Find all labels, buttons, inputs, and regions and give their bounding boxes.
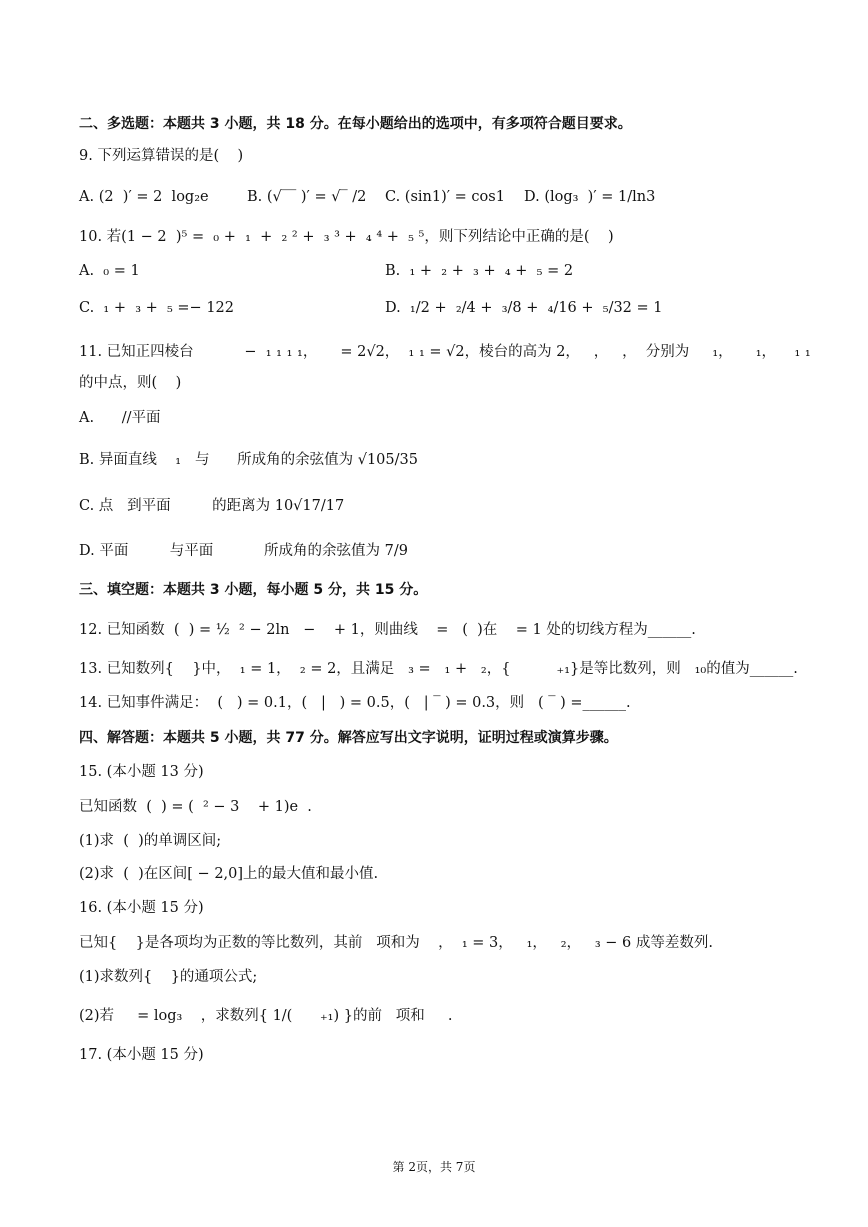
q16-title: 16. (本小题 15 分) [79,900,204,916]
section-multiple-choice-heading: 二、多选题：本题共 3 小题，共 18 分。在每小题给出的选项中，有多项符合题目要求。 [79,116,632,132]
q15-line1: 已知函数 ( ) = ( ² − 3 + 1)e . [79,799,312,815]
q15-line3: (2)求 ( )在区间[ − 2,0]上的最大值和最小值. [79,866,379,882]
q15-title: 15. (本小题 13 分) [79,764,204,780]
q9-option-a: A. (2 )′ = 2 log₂e [79,189,209,205]
q9-option-d: D. (log₃ )′ = 1/ln3 [524,189,656,205]
q15-line2: (1)求 ( )的单调区间; [79,833,222,849]
q10-option-a: A. ₀ = 1 [79,263,140,279]
q9-option-c: C. (sin1)′ = cos1 [385,189,505,205]
q12: 12. 已知函数 ( ) = ½ ² − 2ln − + 1，则曲线 = ( )在 = 1 处的切线方程为______. [79,622,696,638]
q17-title: 17. (本小题 15 分) [79,1047,204,1063]
q14: 14. 已知事件满足： ( ) = 0.1，( | ) = 0.5，( | ‾ ) = 0.3，则 ( ‾ ) =______. [79,695,631,711]
q11-option-a: A. //平面 [79,410,161,426]
q11-stem-line1: 11. 已知正四棱台 − ₁ ₁ ₁ ₁， = 2√2， ₁ ₁ = √2，棱台的高为 2， ， ， 分别为 ₁， ₁， ₁ ₁ [79,344,811,360]
q16-line1: 已知{ }是各项均为正数的等比数列，其前 项和为 ， ₁ = 3， ₁， ₂， ₃ − 6 成等差数列. [79,935,714,951]
page-footer: 第 2页，共 7页 [392,1160,476,1174]
q11-stem-line2: 的中点，则( ) [79,375,182,391]
q16-line2: (1)求数列{ }的通项公式; [79,969,258,985]
q10-option-b: B. ₁ + ₂ + ₃ + ₄ + ₅ = 2 [385,263,574,279]
q16-line3: (2)若 = log₃ ，求数列{ 1/( ₊₁) }的前 项和 . [79,1008,453,1024]
q10-stem: 10. 若(1 − 2 )⁵ = ₀ + ₁ + ₂ ² + ₃ ³ + ₄ ⁴ + ₅ ⁵，则下列结论中正确的是( ) [79,229,614,245]
q11-option-c: C. 点 到平面 的距离为 10√17/17 [79,498,345,514]
section-answer-heading: 四、解答题：本题共 5 小题，共 77 分。解答应写出文字说明，证明过程或演算步骤。 [79,730,618,746]
q13: 13. 已知数列{ }中， ₁ = 1， ₂ = 2，且满足 ₃ = ₁ + ₂，{ ₊₁}是等比数列，则 ₁₀的值为______. [79,661,798,677]
q10-option-c: C. ₁ + ₃ + ₅ =− 122 [79,300,234,316]
q10-option-d: D. ₁/2 + ₂/4 + ₃/8 + ₄/16 + ₅/32 = 1 [385,300,663,316]
q11-option-b: B. 异面直线 ₁ 与 所成角的余弦值为 √105/35 [79,452,418,468]
q9-option-b: B. (√‾‾ )′ = √‾ /2 [247,189,367,205]
section-fill-blank-heading: 三、填空题：本题共 3 小题，每小题 5 分，共 15 分。 [79,582,428,598]
q11-option-d: D. 平面 与平面 所成角的余弦值为 7/9 [79,543,408,559]
q9-stem: 9. 下列运算错误的是( ) [79,148,244,164]
